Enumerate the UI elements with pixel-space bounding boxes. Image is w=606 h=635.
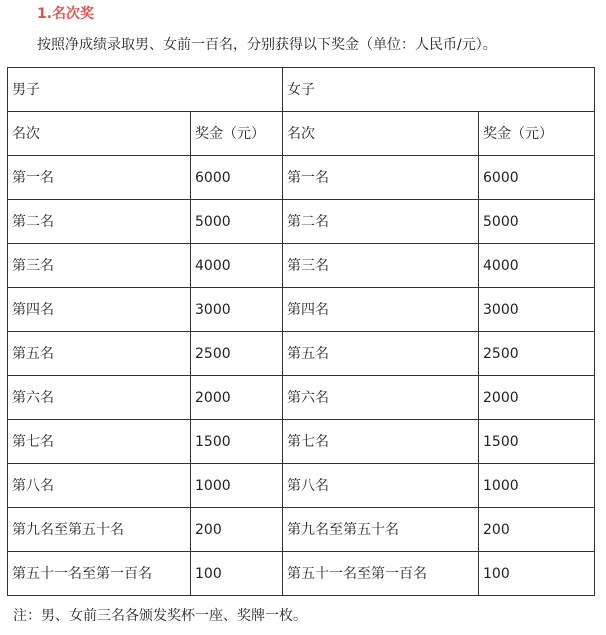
table-row (8, 420, 595, 464)
group-men: 男子 (8, 68, 283, 112)
amount-women: 1500 (479, 420, 595, 464)
rank-women: 第五名 (283, 332, 479, 376)
group-women: 女子 (283, 68, 595, 112)
rank-men: 第九名至第五十名 (8, 508, 191, 552)
amount-men: 4000 (191, 244, 283, 288)
table-row (8, 376, 595, 420)
header-amount-women: 奖金（元） (479, 112, 595, 156)
amount-women: 200 (479, 508, 595, 552)
amount-men: 6000 (191, 156, 283, 200)
table-row (8, 156, 595, 200)
amount-women: 4000 (479, 244, 595, 288)
amount-women: 3000 (479, 288, 595, 332)
amount-men: 1000 (191, 464, 283, 508)
header-amount-men: 奖金（元） (191, 112, 283, 156)
rank-women: 第一名 (283, 156, 479, 200)
amount-men: 200 (191, 508, 283, 552)
amount-men: 3000 (191, 288, 283, 332)
intro-text: 按照净成绩录取男、女前一百名，分别获得以下奖金（单位：人民币/元）。 (37, 37, 497, 53)
rank-men: 第六名 (8, 376, 191, 420)
amount-men: 2000 (191, 376, 283, 420)
amount-women: 1000 (479, 464, 595, 508)
rank-women: 第二名 (283, 200, 479, 244)
rank-women: 第三名 (283, 244, 479, 288)
table-row (8, 244, 595, 288)
rank-women: 第五十一名至第一百名 (283, 552, 479, 596)
table-row (8, 332, 595, 376)
rank-men: 第八名 (8, 464, 191, 508)
rank-men: 第三名 (8, 244, 191, 288)
amount-women: 100 (479, 552, 595, 596)
rank-women: 第八名 (283, 464, 479, 508)
header-rank-men: 名次 (8, 112, 191, 156)
section-title: 1.名次奖 (37, 6, 95, 22)
rank-women: 第六名 (283, 376, 479, 420)
table-row (8, 508, 595, 552)
rank-men: 第五名 (8, 332, 191, 376)
footnote: 注：男、女前三名各颁发奖杯一座、奖牌一枚。 (13, 608, 307, 624)
table-row (8, 200, 595, 244)
rank-men: 第七名 (8, 420, 191, 464)
amount-women: 2500 (479, 332, 595, 376)
rank-men: 第四名 (8, 288, 191, 332)
table-row (8, 552, 595, 596)
amount-women: 6000 (479, 156, 595, 200)
amount-women: 2000 (479, 376, 595, 420)
prize-table (7, 67, 595, 596)
amount-men: 1500 (191, 420, 283, 464)
amount-men: 2500 (191, 332, 283, 376)
amount-men: 100 (191, 552, 283, 596)
group-header-row (8, 68, 595, 112)
prize-table-body (8, 68, 595, 596)
rank-women: 第四名 (283, 288, 479, 332)
amount-women: 5000 (479, 200, 595, 244)
table-row (8, 464, 595, 508)
amount-men: 5000 (191, 200, 283, 244)
rank-women: 第七名 (283, 420, 479, 464)
column-header-row (8, 112, 595, 156)
rank-men: 第五十一名至第一百名 (8, 552, 191, 596)
table-row (8, 288, 595, 332)
header-rank-women: 名次 (283, 112, 479, 156)
rank-men: 第二名 (8, 200, 191, 244)
rank-men: 第一名 (8, 156, 191, 200)
rank-women: 第九名至第五十名 (283, 508, 479, 552)
